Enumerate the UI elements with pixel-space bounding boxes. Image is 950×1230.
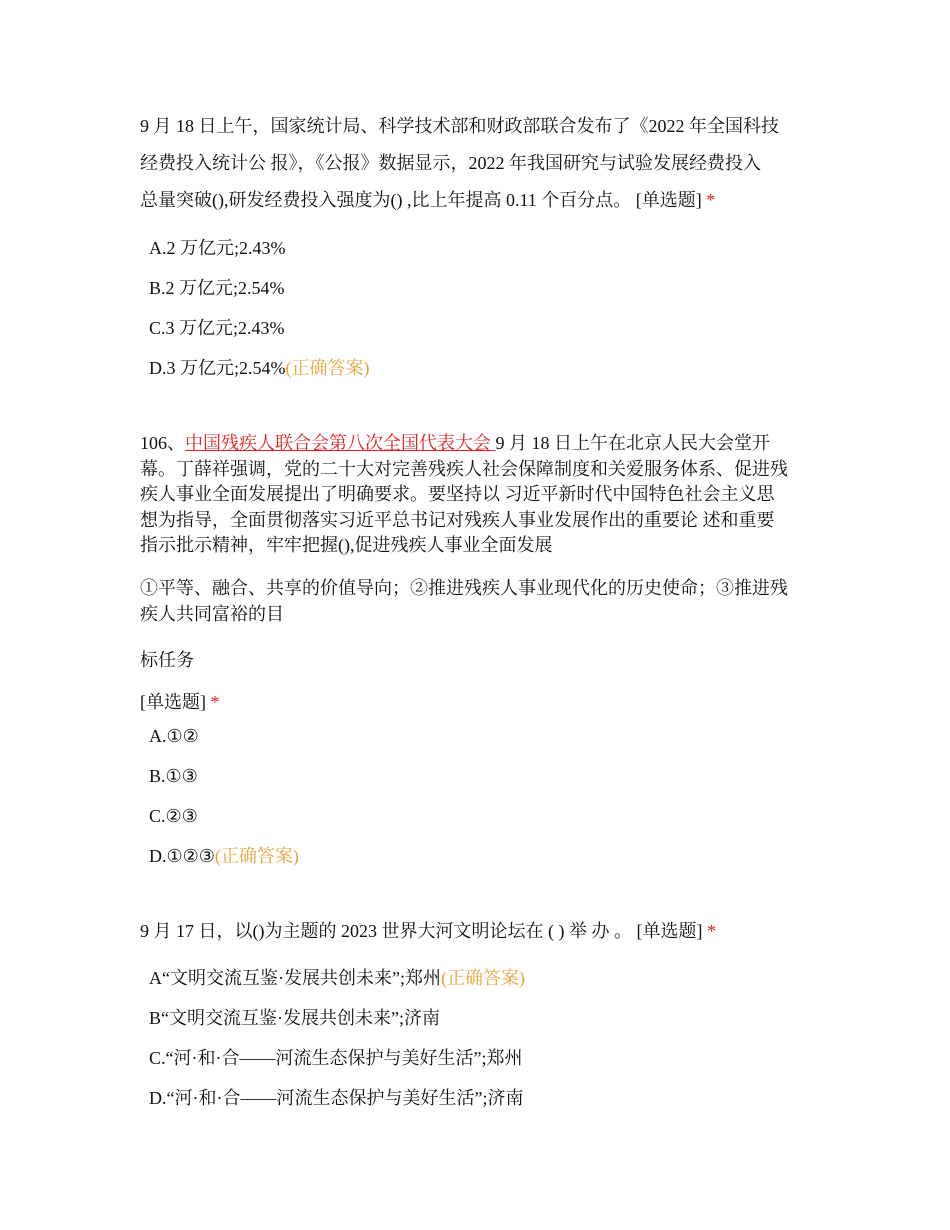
question-2-choices xyxy=(140,576,820,627)
congress-link[interactable]: 中国残疾人联合会第八次全国代表大会 xyxy=(185,433,496,453)
required-mark: * xyxy=(706,921,716,941)
option-label: C.“河·和·合——河流生态保护与美好生活”;郑州 xyxy=(149,1048,523,1068)
question-1-option-d[interactable] xyxy=(149,356,370,380)
question-2-stem-line: 疾人事业全面发展提出了明确要求。要坚持以 习近平新时代中国特色社会主义思 xyxy=(140,484,775,504)
question-1-stem-line: 9 月 18 日上午，国家统计局、科学技术部和财政部联合发布了《2022 年全国科技 xyxy=(140,116,779,136)
question-1-stem-line: 经费投入统计公 报》，《公报》数据显示，2022 年我国研究与试验发展经费投入 xyxy=(140,153,761,173)
option-label: C.②③ xyxy=(149,806,198,826)
question-1-stem-line xyxy=(140,182,820,219)
question-3-option-a[interactable] xyxy=(149,966,525,990)
question-2-type xyxy=(140,690,820,714)
question-1-option-b[interactable] xyxy=(149,276,285,300)
question-2-option-c[interactable] xyxy=(149,804,198,828)
question-2-stem xyxy=(140,431,820,559)
question-2-option-d[interactable] xyxy=(149,844,299,868)
question-1-option-a[interactable] xyxy=(149,236,286,260)
option-label: D.3 万亿元;2.54% xyxy=(149,358,286,378)
option-label: B“文明交流互鉴·发展共创未来”;济南 xyxy=(149,1008,440,1028)
question-type-label: [单选题] xyxy=(140,692,206,712)
question-2-choice-line: 疾人共同富裕的目 xyxy=(140,603,284,624)
question-2-stem-line: 想为指导，全面贯彻落实习近平总书记对残疾人事业发展作出的重要论 述和重要 xyxy=(140,509,775,530)
option-label: B.2 万亿元;2.54% xyxy=(149,278,285,298)
correct-answer-tag: (正确答案) xyxy=(214,846,299,866)
correct-answer-tag: (正确答案) xyxy=(285,358,370,378)
question-3-option-d[interactable] xyxy=(149,1086,523,1110)
question-2-option-a[interactable] xyxy=(149,724,199,748)
option-label: A.①② xyxy=(149,726,199,746)
option-label: B.①③ xyxy=(149,766,198,786)
question-2-choice-line: ①平等、融合、共享的价值导向；②推进残疾人事业现代化的历史使命；③推进残 xyxy=(140,578,788,598)
question-3-stem xyxy=(140,919,820,943)
question-3-stem-text: 9 月 17 日，以()为主题的 2023 世界大河文明论坛在 ( ) 举 办 。 [单选题] xyxy=(140,921,703,941)
question-2-stem-line xyxy=(140,431,820,457)
correct-answer-tag: (正确答案) xyxy=(440,968,525,988)
option-label: D.“河·和·合——河流生态保护与美好生活”;济南 xyxy=(149,1088,524,1108)
question-3-option-b[interactable] xyxy=(149,1006,440,1030)
option-label: A.2 万亿元;2.43% xyxy=(149,238,286,258)
question-3-option-c[interactable] xyxy=(149,1046,522,1070)
required-mark: * xyxy=(210,692,220,712)
question-2-stem-text: 9 月 18 日上午在北京人民大会堂开 xyxy=(495,433,770,453)
required-mark: * xyxy=(706,190,716,210)
question-2-option-b[interactable] xyxy=(149,764,198,788)
question-1-stem xyxy=(140,108,820,219)
question-2-choice-tail: 标任务 xyxy=(140,650,194,670)
question-number: 106、 xyxy=(140,433,185,453)
question-2-stem-line: 幕。丁薛祥强调，党的二十大对完善残疾人社会保障制度和关爱服务体系、促进残 xyxy=(140,458,788,479)
option-label: A“文明交流互鉴·发展共创未来”;郑州 xyxy=(149,968,441,988)
option-label: C.3 万亿元;2.43% xyxy=(149,318,285,338)
question-2-stem-line: 指示批示精神，牢牢把握(),促进残疾人事业全面发展 xyxy=(140,535,553,555)
option-label: D.①②③ xyxy=(149,846,215,866)
question-1-option-c[interactable] xyxy=(149,316,285,340)
question-1-stem-text: 总量突破(),研发经费投入强度为() ,比上年提高 0.11 个百分点。 [单选题] xyxy=(140,190,702,210)
